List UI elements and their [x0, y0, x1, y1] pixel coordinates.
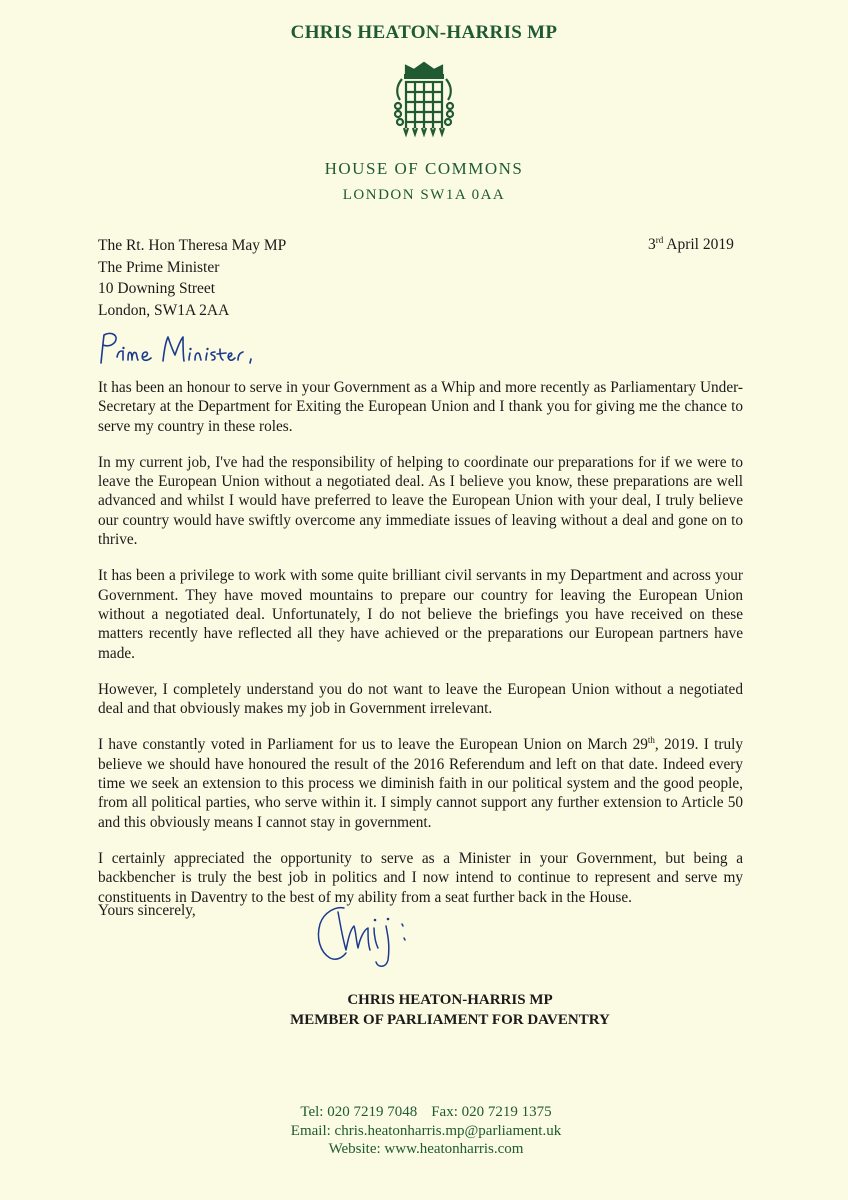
footer-email[interactable]: Email: chris.heatonharris.mp@parliament.uk	[290, 1122, 562, 1139]
recipient-address	[98, 235, 286, 321]
body-paragraph-6: I certainly appreciated the opportunity to serve as a Minister in your Government, but being a backbencher is truly the best job in politics and I now intend to continue to represent and serve my constituents in Daventry to the best of my ability from a seat further back in the House.	[98, 849, 743, 906]
date-rest: April 2019	[663, 236, 734, 254]
body-paragraph-4: However, I completely understand you do not want to leave the European Union without a negotiated deal and that obviously makes my job in Government irrelevant.	[98, 680, 743, 718]
body-paragraph-5	[98, 735, 743, 831]
signature	[310, 898, 440, 970]
footer-website[interactable]: Website: www.heatonharris.com	[328, 1141, 524, 1157]
recipient-line-1: The Rt. Hon Theresa May MP	[98, 237, 287, 254]
signatory-name: CHRIS HEATON-HARRIS MP	[347, 992, 553, 1008]
letterhead-mp-name: CHRIS HEATON-HARRIS MP	[290, 22, 558, 43]
signatory-title: MEMBER OF PARLIAMENT FOR DAVENTRY	[290, 1012, 610, 1028]
letter-date	[648, 235, 734, 254]
letter-body	[98, 378, 743, 924]
recipient-line-2: The Prime Minister	[98, 258, 220, 276]
date-day: 3	[648, 236, 656, 254]
signature-block	[0, 990, 848, 1030]
body-paragraph-3: It has been a privilege to work with some quite brilliant civil servants in my Department and across your Government. They have moved mountains to prepare our country for leaving the European Union without a negotiated deal. Unfortunately, I do not believe the briefings you have received on these matters recently have reflected all they have achieved or the preparations our European partners have made.	[98, 567, 743, 662]
body-paragraph-5-end: , 2019. I truly believe we should have honoured the result of the 2016 Referendum and left on that date. Indeed every time we seek an extension to this process we diminish faith in our political system and the good people, from all political parties, who serve within it. I simply cannot support any further extension to Article 50 and this obviously means I cannot stay in government.	[98, 736, 743, 831]
footer-phone-line	[2, 1103, 848, 1122]
date-suffix: rd	[655, 235, 664, 245]
portcullis-icon	[392, 60, 456, 142]
body-paragraph-2: In my current job, I've had the responsibility of helping to coordinate our preparations for if we were to leave the European Union without a negotiated deal. As I believe you know, these preparations are well advanced and whilst I would have preferred to leave the European Union with your deal, I truly believe our country would have swiftly overcome any immediate issues of leaving without a deal and gone on to thrive.	[98, 453, 743, 549]
body-paragraph-1: It has been an honour to serve in your Government as a Whip and more recently as Parliamentary Under-Secretary at the Department for Exiting the European Union and I thank you for giving me the chance to serve my country in these roles.	[98, 379, 743, 435]
body-paragraph-5-start: I have constantly voted in Parliament for us to leave the European Union on March 29	[98, 736, 648, 754]
recipient-line-4: London, SW1A 2AA	[98, 301, 230, 319]
recipient-line-3: 10 Downing Street	[98, 280, 216, 297]
footer-tel: Tel: 020 7219 7048	[300, 1104, 418, 1120]
letterhead-house: HOUSE OF COMMONS	[324, 159, 524, 178]
body-paragraph-5-sup: th	[647, 735, 655, 746]
closing: Yours sincerely,	[98, 902, 196, 919]
letterhead-address: LONDON SW1A 0AA	[342, 187, 506, 203]
handwritten-salutation	[95, 327, 275, 371]
footer-fax: Fax: 020 7219 1375	[431, 1104, 552, 1120]
contact-footer	[0, 1103, 848, 1159]
